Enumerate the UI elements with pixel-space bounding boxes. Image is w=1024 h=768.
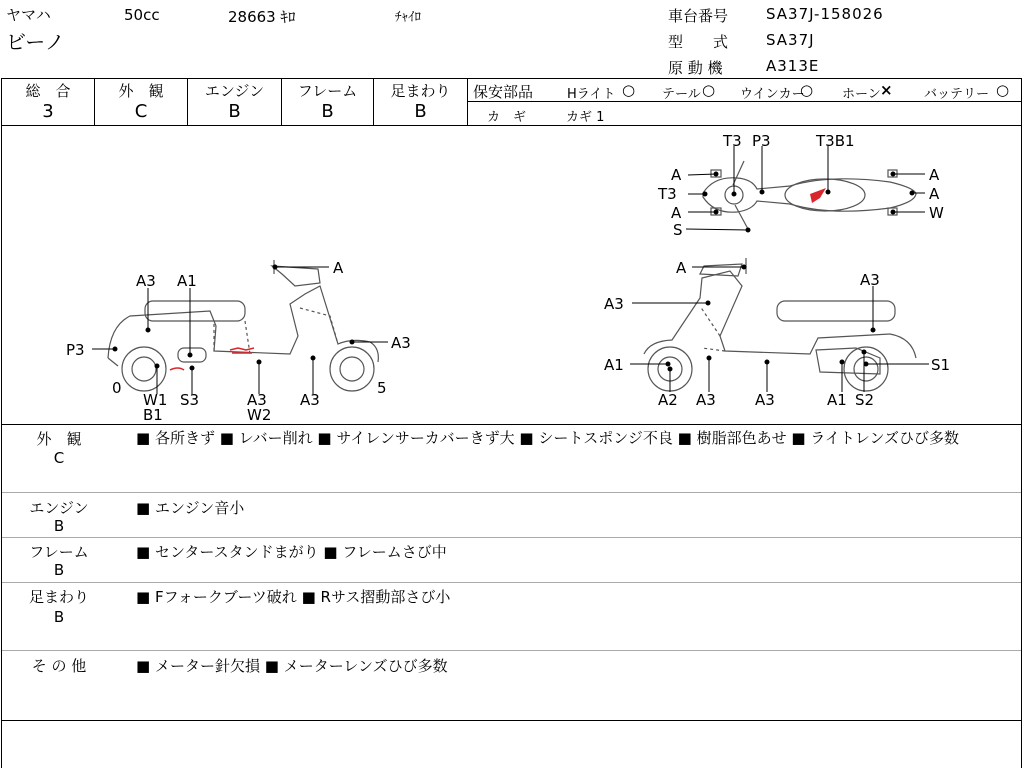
diagram-label: W bbox=[929, 204, 944, 222]
note-item: レバー削れ bbox=[238, 429, 313, 447]
diagram-label: A bbox=[676, 259, 687, 277]
safety-winker-label: ウインカー bbox=[740, 87, 805, 102]
safety-title: 保安部品 bbox=[473, 83, 534, 101]
grade-engine-label: エンジン bbox=[204, 82, 265, 100]
chassis-label: 車台番号 bbox=[668, 7, 729, 25]
diagram-label: T3 bbox=[658, 185, 677, 203]
note-item: 樹脂部色あせ bbox=[696, 429, 787, 447]
safety-battery-status: ○ bbox=[996, 81, 1010, 99]
diagram-label: A bbox=[333, 259, 344, 277]
rule-header bbox=[1, 78, 1022, 79]
note-chassis-grade: B bbox=[53, 608, 65, 626]
diagram-label: S3 bbox=[180, 391, 200, 409]
diagram-label: A3 bbox=[300, 391, 320, 409]
diagram-label: A2 bbox=[658, 391, 678, 409]
diagram-label: B1 bbox=[143, 406, 163, 424]
grade-exterior-label: 外 観 bbox=[118, 82, 164, 100]
note-item: センタースタンドまがり bbox=[154, 543, 319, 561]
diagram-label: A3 bbox=[391, 334, 411, 352]
type-value: SA37J bbox=[766, 31, 815, 49]
damage-mark-left-frame bbox=[230, 348, 254, 353]
diagram-label: A3 bbox=[136, 272, 156, 290]
note-engine-grade: B bbox=[53, 517, 65, 535]
note-item: 各所きず bbox=[154, 429, 215, 447]
type-label: 型 式 bbox=[668, 33, 729, 51]
note-frame-grade: B bbox=[53, 561, 65, 579]
note-exterior-grade: C bbox=[53, 449, 65, 467]
engine-label: 原 動 機 bbox=[668, 59, 723, 77]
damage-mark-top bbox=[810, 188, 826, 203]
diagram-label: A bbox=[671, 166, 682, 184]
note-exterior-items: ■ 各所きず ■ レバー削れ ■ サイレンサーカバーきず大 ■ シートスポンジ不良 ■ 樹脂部色あせ ■ ライトレンズひび多数 bbox=[136, 429, 960, 447]
diagram-label: P3 bbox=[66, 341, 85, 359]
diagram-label: A3 bbox=[604, 295, 624, 313]
diagram-label: A3 bbox=[696, 391, 716, 409]
model-name: ビーノ bbox=[6, 30, 65, 54]
diagram-label: A bbox=[671, 204, 682, 222]
safety-battery-label: バッテリー bbox=[924, 87, 990, 102]
grade-engine-value: B bbox=[228, 101, 241, 122]
diagram-label: T3 bbox=[723, 132, 742, 150]
note-item: シートスポンジ不良 bbox=[538, 429, 673, 447]
grade-chassis-value: B bbox=[414, 101, 427, 122]
diagram-label: S1 bbox=[931, 356, 951, 374]
rule-bottom bbox=[1, 720, 1022, 721]
diagram-label: A3 bbox=[247, 391, 267, 409]
diagram-label: 5 bbox=[377, 379, 387, 397]
note-item: Fフォークブーツ破れ bbox=[154, 588, 297, 606]
note-chassis-label: 足まわり bbox=[28, 588, 89, 606]
note-exterior-label: 外 観 bbox=[36, 430, 82, 448]
diagram-label: T3B1 bbox=[816, 132, 855, 150]
diagram-label: A1 bbox=[177, 272, 197, 290]
key-label: カ ギ bbox=[487, 110, 527, 125]
safety-tail-label: テール bbox=[662, 87, 701, 102]
note-item: メーター針欠損 bbox=[154, 657, 260, 675]
diagram-label: S2 bbox=[855, 391, 875, 409]
note-other-items: ■ メーター針欠損 ■ メーターレンズひび多数 bbox=[136, 657, 448, 675]
diagram-label-group bbox=[66, 132, 950, 424]
note-other-label: そ の 他 bbox=[31, 657, 87, 675]
damage-mark-left-exhaust bbox=[170, 368, 184, 370]
note-engine-label: エンジン bbox=[29, 499, 89, 517]
rule-diagram bbox=[1, 424, 1022, 425]
color: ﾁｬｲﾛ bbox=[395, 10, 421, 25]
diagram-label: A3 bbox=[755, 391, 775, 409]
displacement: 50cc bbox=[124, 6, 160, 24]
diagram-label: A1 bbox=[604, 356, 624, 374]
note-item: Rサス摺動部さび小 bbox=[320, 588, 451, 606]
note-chassis-items: ■ Fフォークブーツ破れ ■ Rサス摺動部さび小 bbox=[136, 588, 451, 606]
diagram-label: A3 bbox=[860, 271, 880, 289]
safety-horn-status: × bbox=[880, 81, 893, 99]
diagram-label: 0 bbox=[112, 379, 122, 397]
note-item: ライトレンズひび多数 bbox=[810, 429, 960, 447]
note-item: エンジン音小 bbox=[154, 499, 245, 517]
note-frame-label: フレーム bbox=[29, 543, 89, 561]
note-item: サイレンサーカバーきず大 bbox=[336, 429, 515, 447]
safety-headlight-label: Hライト bbox=[567, 87, 616, 102]
chassis-value: SA37J-158026 bbox=[766, 5, 884, 23]
note-item: メーターレンズひび多数 bbox=[283, 657, 448, 675]
damage-diagram bbox=[0, 126, 1022, 424]
diagram-label: P3 bbox=[752, 132, 771, 150]
safety-headlight-status: ○ bbox=[622, 81, 636, 99]
grade-frame-label: フレーム bbox=[297, 82, 358, 100]
safety-horn-label: ホーン bbox=[842, 87, 881, 102]
diagram-label: W2 bbox=[247, 406, 272, 424]
grade-chassis-label: 足まわり bbox=[390, 82, 451, 100]
note-frame-items: ■ センタースタンドまがり ■ フレームさび中 bbox=[136, 543, 447, 561]
key-value: カギ 1 bbox=[566, 110, 605, 125]
maker: ヤマハ bbox=[6, 6, 51, 24]
grade-overall-value: 3 bbox=[42, 101, 54, 122]
safety-winker-status: ○ bbox=[800, 81, 814, 99]
diagram-label: W1 bbox=[143, 391, 168, 409]
mileage: 28663 ｷﾛ bbox=[228, 8, 296, 26]
engine-value: A313E bbox=[766, 57, 820, 75]
diagram-label: A1 bbox=[827, 391, 847, 409]
grade-frame-value: B bbox=[321, 101, 334, 122]
grade-overall-label: 総 合 bbox=[25, 82, 71, 100]
grade-exterior-value: C bbox=[134, 101, 148, 122]
note-engine-items: ■ エンジン音小 bbox=[136, 499, 245, 517]
diagram-label: S bbox=[673, 221, 683, 239]
safety-tail-status: ○ bbox=[702, 81, 716, 99]
damage-marks bbox=[170, 188, 826, 370]
diagram-label: A bbox=[929, 185, 940, 203]
note-item: フレームさび中 bbox=[342, 543, 447, 561]
diagram-label: A bbox=[929, 166, 940, 184]
